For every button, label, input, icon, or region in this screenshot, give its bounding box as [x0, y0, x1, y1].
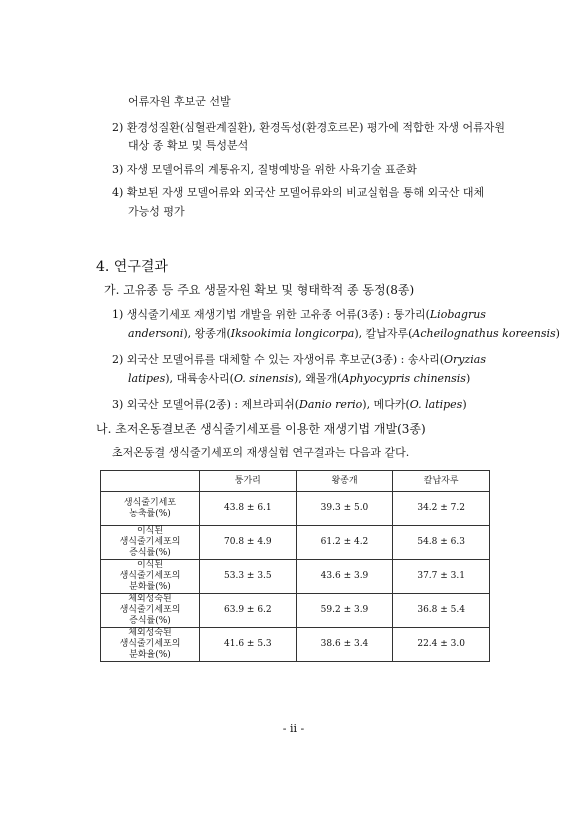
row-header-line: 분화율(%): [129, 650, 171, 660]
row-header-line: 생식줄기세포의: [119, 605, 181, 615]
row-header: [101, 594, 200, 628]
subsection-ga-title: 가. 고유종 등 주요 생물자원 확보 및 형태학적 종 동정(8종): [104, 283, 415, 297]
item3-line: 3) 자생 모델어류의 계통유지, 질병예방을 위한 사육기술 표준화: [112, 163, 417, 176]
table-cell: 70.8 ± 4.9: [200, 526, 297, 560]
na-intro: 초저온동결 생식줄기세포의 재생실험 연구결과는 다음과 같다.: [112, 446, 410, 459]
row-header: [101, 492, 200, 526]
table-row: [101, 628, 490, 662]
table-cell: 43.8 ± 6.1: [200, 492, 297, 526]
row-header-line: 이식된: [136, 560, 164, 570]
page-number: - ii -: [282, 722, 305, 735]
item2-line2: 대상 종 확보 및 특성분석: [128, 139, 249, 152]
column-header: 칼납자루: [393, 471, 490, 492]
row-header: [101, 526, 200, 560]
table-cell: 63.9 ± 6.2: [200, 594, 297, 628]
row-header-line: 증식률(%): [129, 616, 171, 626]
table-header-row: [101, 471, 490, 492]
table-corner-cell: [101, 471, 200, 492]
ga-item1-line2: andersoni), 왕종개(Iksookimia longicorpa), 칼납자루(Acheilognathus koreensis): [128, 327, 560, 340]
row-header: [101, 628, 200, 662]
item4-line2: 가능성 평가: [128, 205, 185, 218]
row-header-line: 이식된: [136, 526, 164, 536]
table-cell: 39.3 ± 5.0: [296, 492, 393, 526]
ga-item3-line: 3) 외국산 모델어류(2종) : 제브라피쉬(Danio rerio), 메다카(O. latipes): [112, 398, 467, 411]
column-header: 왕종개: [296, 471, 393, 492]
table-row: [101, 526, 490, 560]
row-header-line: 분화률(%): [129, 582, 171, 592]
table-cell: 54.8 ± 6.3: [393, 526, 490, 560]
item1-continuation: 어류자원 후보군 선발: [128, 95, 231, 108]
row-header-line: 생식줄기세포의: [119, 571, 181, 581]
table-cell: 36.8 ± 5.4: [393, 594, 490, 628]
table-row: [101, 594, 490, 628]
row-header-line: 체외성숙된: [128, 594, 172, 604]
subsection-na-title: 나. 초저온동결보존 생식줄기세포를 이용한 재생기법 개발(3종): [96, 422, 426, 436]
row-header-line: 생식줄기세포: [123, 497, 177, 508]
row-header: [101, 560, 200, 594]
item2-line1: 2) 환경성질환(심혈관계질환), 환경독성(환경호르몬) 평가에 적합한 자생 어류자원: [112, 121, 505, 134]
table-cell: 59.2 ± 3.9: [296, 594, 393, 628]
ga-item2-line2: latipes), 대륙송사리(O. sinensis), 왜몰개(Aphyocypris chinensis): [128, 372, 471, 385]
table-cell: 41.6 ± 5.3: [200, 628, 297, 662]
table-cell: 53.3 ± 3.5: [200, 560, 297, 594]
row-header-line: 생식줄기세포의: [119, 639, 181, 649]
results-table: [100, 470, 490, 662]
table-cell: 43.6 ± 3.9: [296, 560, 393, 594]
row-header-line: 증식률(%): [129, 548, 171, 558]
row-header-line: 농축률(%): [129, 508, 171, 519]
row-header-line: 생식줄기세포의: [119, 537, 181, 547]
table-cell: 22.4 ± 3.0: [393, 628, 490, 662]
item4-line1: 4) 확보된 자생 모델어류와 외국산 모델어류와의 비교실험을 통해 외국산 대체: [112, 186, 485, 199]
table-cell: 34.2 ± 7.2: [393, 492, 490, 526]
table-row: [101, 492, 490, 526]
table-cell: 38.6 ± 3.4: [296, 628, 393, 662]
row-header-line: 체외성숙된: [128, 628, 172, 638]
section-title: 4. 연구결과: [96, 259, 168, 275]
ga-item1-line1: 1) 생식줄기세포 재생기법 개발을 위한 고유종 어류(3종) : 퉁가리(Liobagrus: [112, 308, 486, 321]
ga-item2-line1: 2) 외국산 모델어류를 대체할 수 있는 자생어류 후보군(3종) : 송사리(Oryzias: [112, 353, 487, 366]
table-row: [101, 560, 490, 594]
table-cell: 61.2 ± 4.2: [296, 526, 393, 560]
column-header: 퉁가리: [200, 471, 297, 492]
table-cell: 37.7 ± 3.1: [393, 560, 490, 594]
